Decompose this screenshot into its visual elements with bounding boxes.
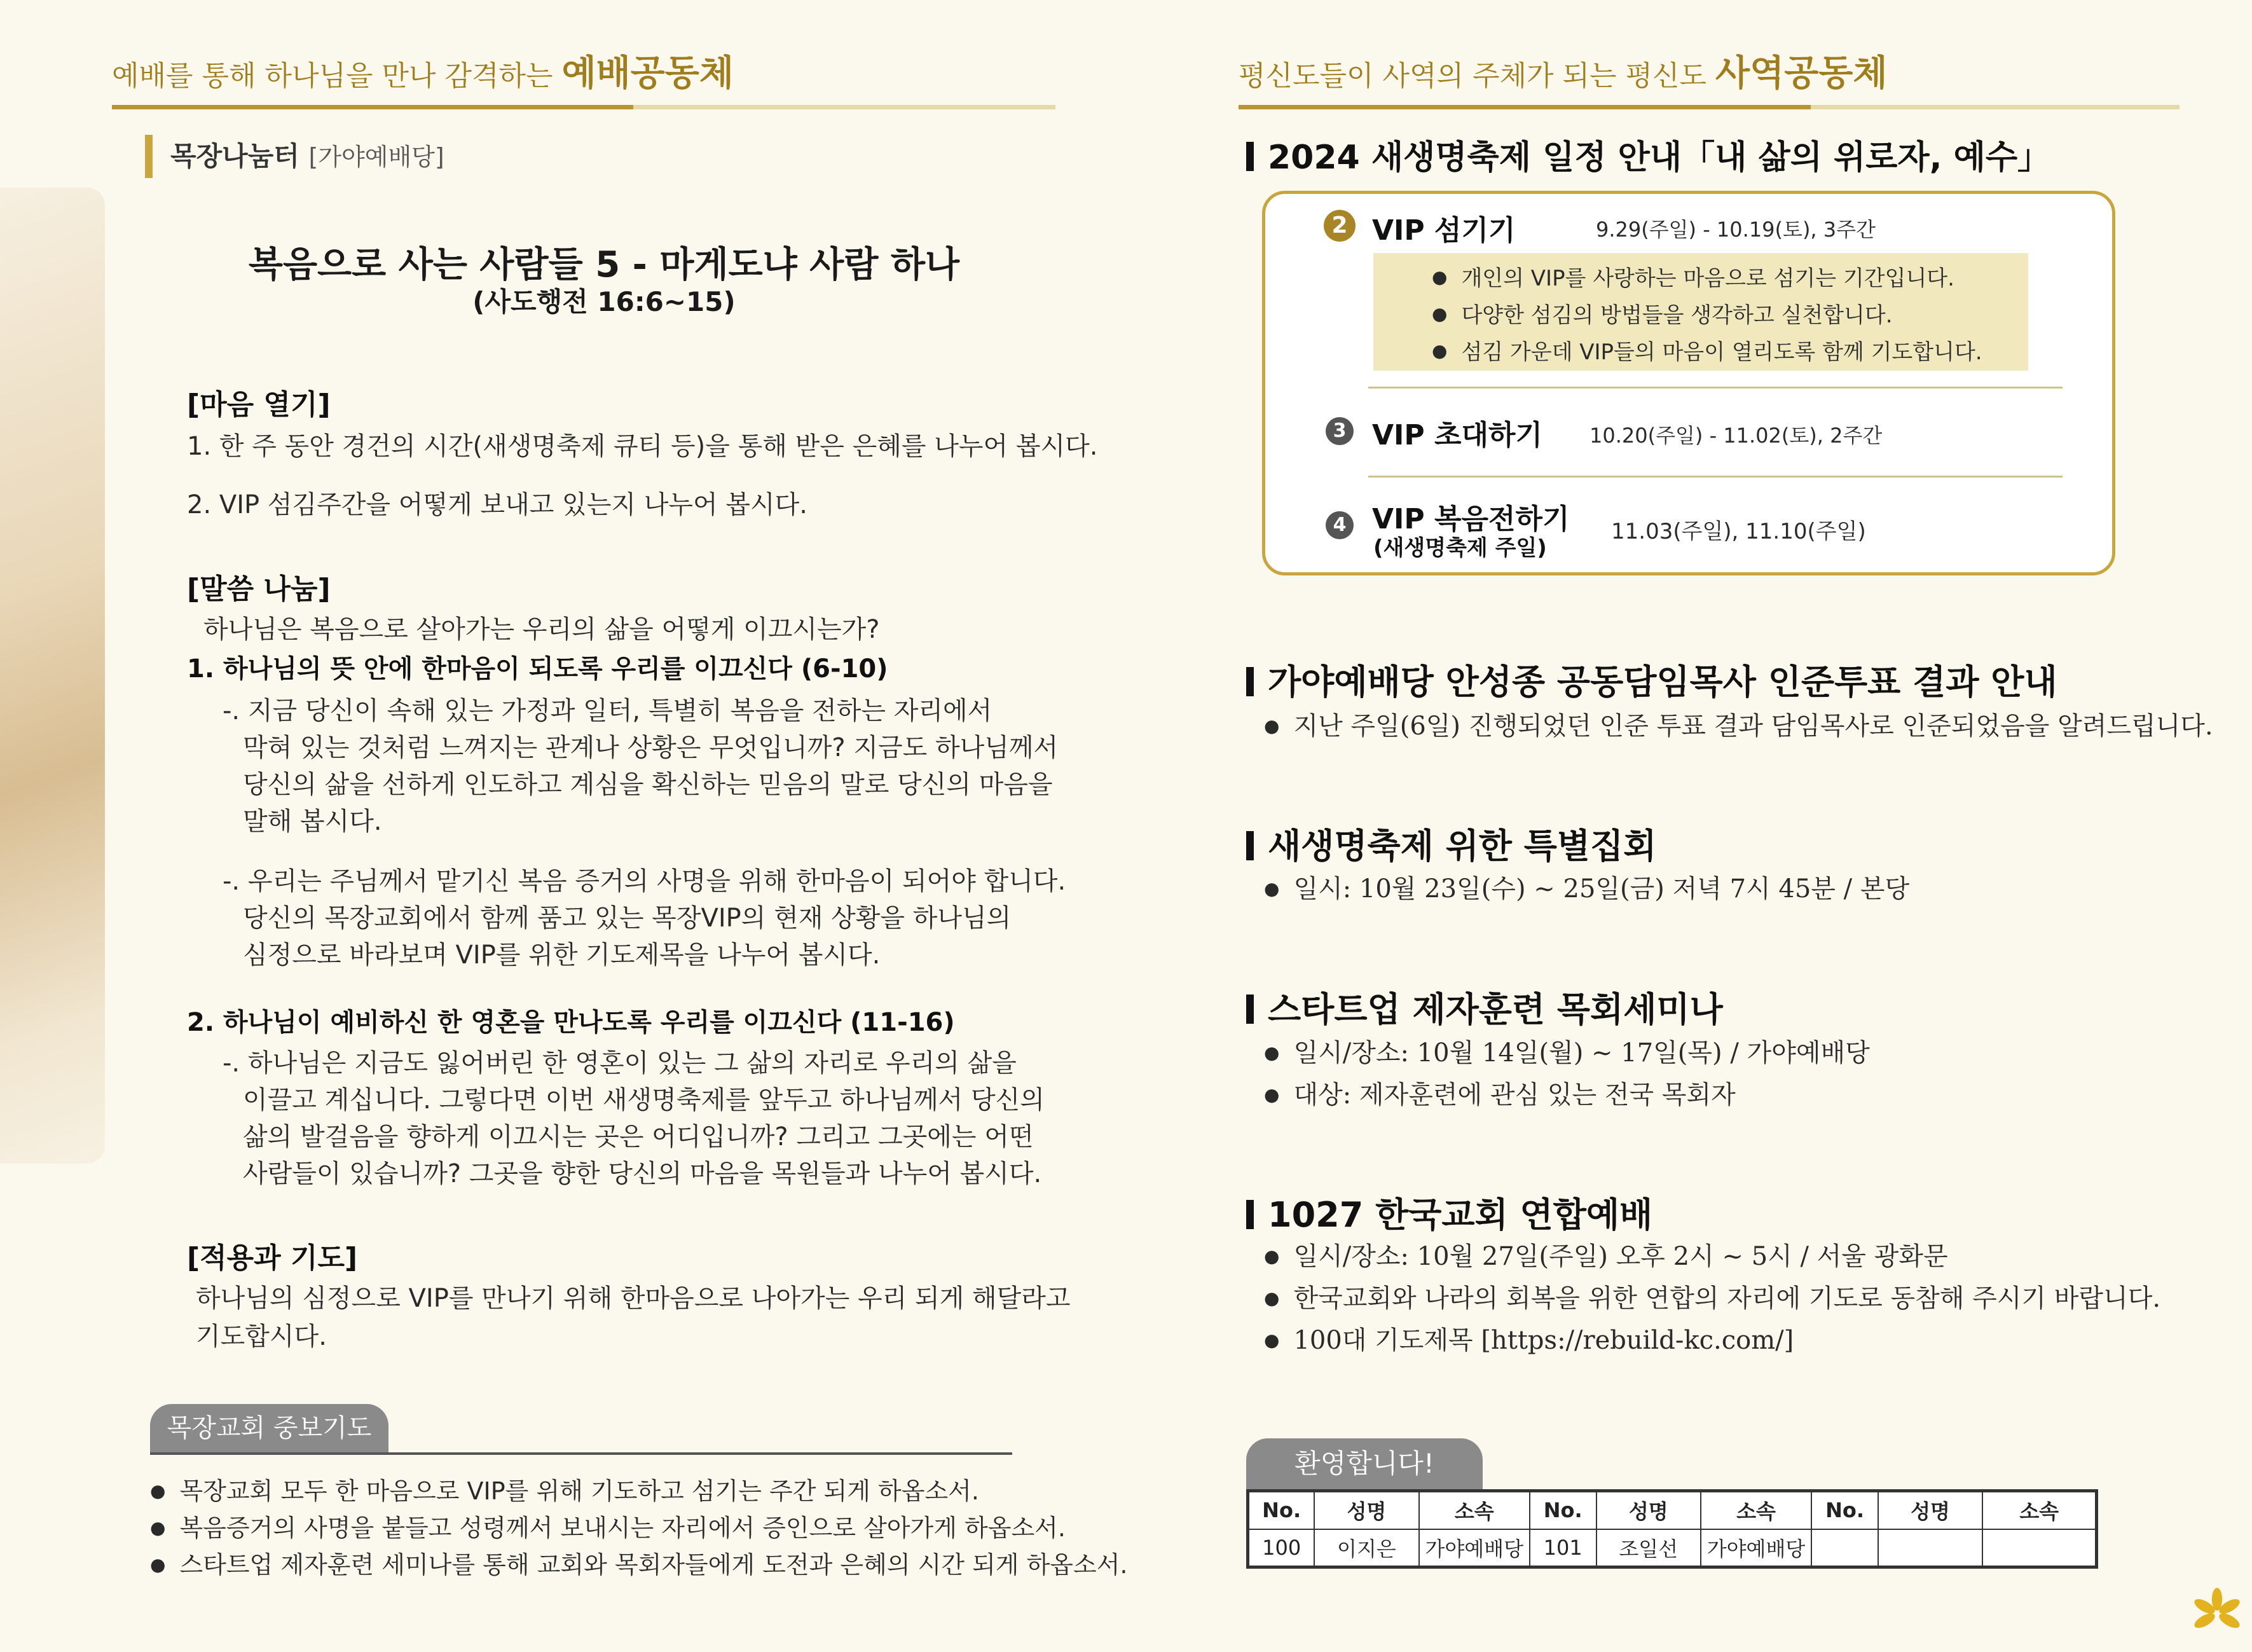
left-section-header <box>112 52 1055 109</box>
point-1a-line: 당신의 삶을 선하게 인도하고 계심을 확신하는 믿음의 말로 당신의 마음을 <box>243 770 1053 799</box>
flower-logo-icon <box>2188 1582 2246 1639</box>
step-divider <box>1368 476 2063 478</box>
apply-line: 기도합시다. <box>196 1322 327 1351</box>
table-cell <box>1811 1529 1878 1567</box>
table-cell: 이지은 <box>1314 1529 1418 1567</box>
step-2-bullet: ● 섬김 가운데 VIP들의 마음이 열리도록 함께 기도합니다. <box>1432 334 1982 366</box>
startup-seminar-item: ● 일시/장소: 10월 14일(월) ~ 17일(목) / 가야예배당 <box>1264 1033 1870 1069</box>
table-cell: 가야예배당 <box>1419 1529 1530 1567</box>
step-3-title: VIP 초대하기 <box>1372 419 1543 451</box>
point-1b-line: 당신의 목장교회에서 함께 품고 있는 목장VIP의 현재 상황을 하나님의 <box>243 904 1012 933</box>
header-accent-bar <box>112 105 633 109</box>
table-row <box>1248 1529 2097 1567</box>
special-meeting-body: ● 일시: 10월 23일(수) ~ 25일(금) 저녁 7시 45분 / 본당 <box>1264 869 1909 905</box>
table-cell <box>1982 1529 2096 1567</box>
table-cell: 101 <box>1530 1529 1596 1567</box>
special-meeting-title: 새생명축제 위한 특별집회 <box>1246 819 1656 868</box>
union-worship-item: ● 일시/장소: 10월 27일(주일) 오후 2시 ~ 5시 / 서울 광화문 <box>1264 1236 1948 1272</box>
step-2-title: VIP 섬기기 <box>1372 214 1516 247</box>
section-marker <box>1246 1200 1254 1229</box>
col-header: 소속 <box>1982 1491 2096 1529</box>
prayer-tab: 목장교회 중보기도 <box>150 1404 388 1452</box>
decorative-wheat-photo <box>0 188 105 1164</box>
step-3-number-icon: 3 <box>1326 417 1354 445</box>
point-2-line: 이끌고 계십니다. 그렇다면 이번 새생명축제를 앞두고 하나님께서 당신의 <box>243 1085 1045 1115</box>
table-cell: 가야예배당 <box>1701 1529 1811 1567</box>
prayer-item: ● 목장교회 모두 한 마음으로 VIP를 위해 기도하고 섬기는 주간 되게 하옵소서. <box>150 1471 979 1506</box>
table-cell <box>1878 1529 1982 1567</box>
festival-title: 2024 새생명축제 일정 안내「내 삶의 위로자, 예수」 <box>1246 130 2050 178</box>
table-cell: 100 <box>1248 1529 1315 1567</box>
col-header: No. <box>1248 1491 1315 1529</box>
prayer-item: ● 스타트업 제자훈련 세미나를 통해 교회와 목회자들에게 도전과 은혜의 시간 되게 하옵소서. <box>150 1545 1128 1580</box>
section-marker <box>1246 831 1254 860</box>
step-2-number-icon: 2 <box>1324 210 1356 242</box>
point-1b-line: 심정으로 바라보며 VIP를 위한 기도제목을 나누어 봅시다. <box>243 940 881 970</box>
point-2-line: 사람들이 있습니까? 그곳을 향한 당신의 마음을 목원들과 나누어 봅시다. <box>243 1159 1042 1188</box>
prayer-item: ● 복음증거의 사명을 붙들고 성령께서 보내시는 자리에서 증인으로 살아가게 하옵소서. <box>150 1508 1066 1543</box>
vote-body: ● 지난 주일(6일) 진행되었던 인준 투표 결과 담임목사로 인준되었음을 알려드립니다. <box>1264 706 2213 742</box>
section-marker <box>1246 142 1254 171</box>
step-4-number-icon: 4 <box>1326 511 1354 539</box>
welcome-tab: 환영합니다! <box>1246 1438 1483 1489</box>
point-1: 1. 하나님의 뜻 안에 한마음이 되도록 우리를 이끄신다 (6-10) <box>187 654 888 684</box>
point-2-line: 삶의 발걸음을 향하게 이끄시는 곳은 어디입니까? 그리고 그곳에는 어떤 <box>243 1122 1034 1152</box>
step-4-subtitle: (새생명축제 주일) <box>1373 535 1547 561</box>
section-marker <box>1246 667 1254 696</box>
left-header-text: 예배를 통해 하나님을 만나 감격하는 예배공동체 <box>112 53 734 94</box>
subhead-mokjang: 목장나눔터 [가야예배당] <box>145 135 444 178</box>
right-header-text: 평신도들이 사역의 주체가 되는 평신도 사역공동체 <box>1239 53 1888 94</box>
apply-heading: [적용과 기도] <box>187 1242 358 1274</box>
startup-seminar-item: ● 대상: 제자훈련에 관심 있는 전국 목회자 <box>1264 1075 1736 1111</box>
step-3-date: 10.20(주일) - 11.02(토), 2주간 <box>1589 423 1883 448</box>
col-header: 소속 <box>1701 1491 1811 1529</box>
point-1a-line: -. 지금 당신이 속해 있는 가정과 일터, 특별히 복음을 전하는 자리에서 <box>223 696 992 726</box>
header-accent-bar <box>1239 105 1811 109</box>
table-header-row <box>1248 1491 2097 1529</box>
step-4-date: 11.03(주일), 11.10(주일) <box>1611 519 1866 544</box>
step-2-date: 9.29(주일) - 10.19(토), 3주간 <box>1596 217 1876 242</box>
col-header: 성명 <box>1596 1491 1701 1529</box>
point-2-line: -. 하나님은 지금도 잃어버린 한 영혼이 있는 그 삶의 자리로 우리의 삶을 <box>223 1049 1017 1078</box>
open-question-1: 1. 한 주 동안 경건의 시간(새생명축제 큐티 등)을 통해 받은 은혜를 나누어 봅시다. <box>187 432 1098 461</box>
word-heading: [말씀 나눔] <box>187 573 331 605</box>
table-cell: 조일선 <box>1596 1529 1701 1567</box>
col-header: No. <box>1811 1491 1878 1529</box>
sermon-title: 복음으로 사는 사람들 5 - 마게도냐 사람 하나 <box>248 244 960 286</box>
open-heading: [마음 열기] <box>187 389 331 421</box>
point-1a-line: 말해 봅시다. <box>243 807 382 836</box>
sermon-reference: (사도행전 16:6~15) <box>472 286 736 317</box>
col-header: 성명 <box>1878 1491 1982 1529</box>
col-header: 소속 <box>1419 1491 1530 1529</box>
step-2-bullet: ● 개인의 VIP를 사랑하는 마음으로 섬기는 기간입니다. <box>1432 261 1954 292</box>
col-header: No. <box>1530 1491 1596 1529</box>
point-1b-line: -. 우리는 주님께서 맡기신 복음 증거의 사명을 위해 한마음이 되어야 합니다. <box>223 867 1066 896</box>
prayer-divider <box>150 1452 1012 1455</box>
point-1a-line: 막혀 있는 것처럼 느껴지는 관계나 상황은 무엇입니까? 지금도 하나님께서 <box>243 733 1059 762</box>
step-4-title: VIP 복음전하기 <box>1372 503 1570 535</box>
right-section-header <box>1239 52 2180 109</box>
point-2: 2. 하나님이 예비하신 한 영혼을 만나도록 우리를 이끄신다 (11-16) <box>187 1008 955 1037</box>
col-header: 성명 <box>1314 1491 1418 1529</box>
startup-seminar-title: 스타트업 제자훈련 목회세미나 <box>1246 982 1723 1031</box>
apply-line: 하나님의 심정으로 VIP를 만나기 위해 한마음으로 나아가는 우리 되게 해달라고 <box>196 1284 1071 1313</box>
step-2-bullet: ● 다양한 섬김의 방법들을 생각하고 실천합니다. <box>1432 298 1893 329</box>
prayer-topics-link[interactable]: ● 100대 기도제목 [https://rebuild-kc.com/] <box>1264 1320 1794 1356</box>
open-question-2: 2. VIP 섬김주간을 어떻게 보내고 있는지 나누어 봅시다. <box>187 490 807 520</box>
word-intro: 하나님은 복음으로 살아가는 우리의 삶을 어떻게 이끄시는가? <box>203 615 880 644</box>
vote-title: 가야예배당 안성종 공동담임목사 인준투표 결과 안내 <box>1246 655 2057 704</box>
union-worship-item: ● 한국교회와 나라의 회복을 위한 연합의 자리에 기도로 동참해 주시기 바랍니다. <box>1264 1278 2160 1314</box>
section-marker <box>1246 995 1254 1024</box>
welcome-table <box>1246 1489 2098 1569</box>
union-worship-title: 1027 한국교회 연합예배 <box>1246 1188 1652 1237</box>
step-divider <box>1368 387 2063 389</box>
